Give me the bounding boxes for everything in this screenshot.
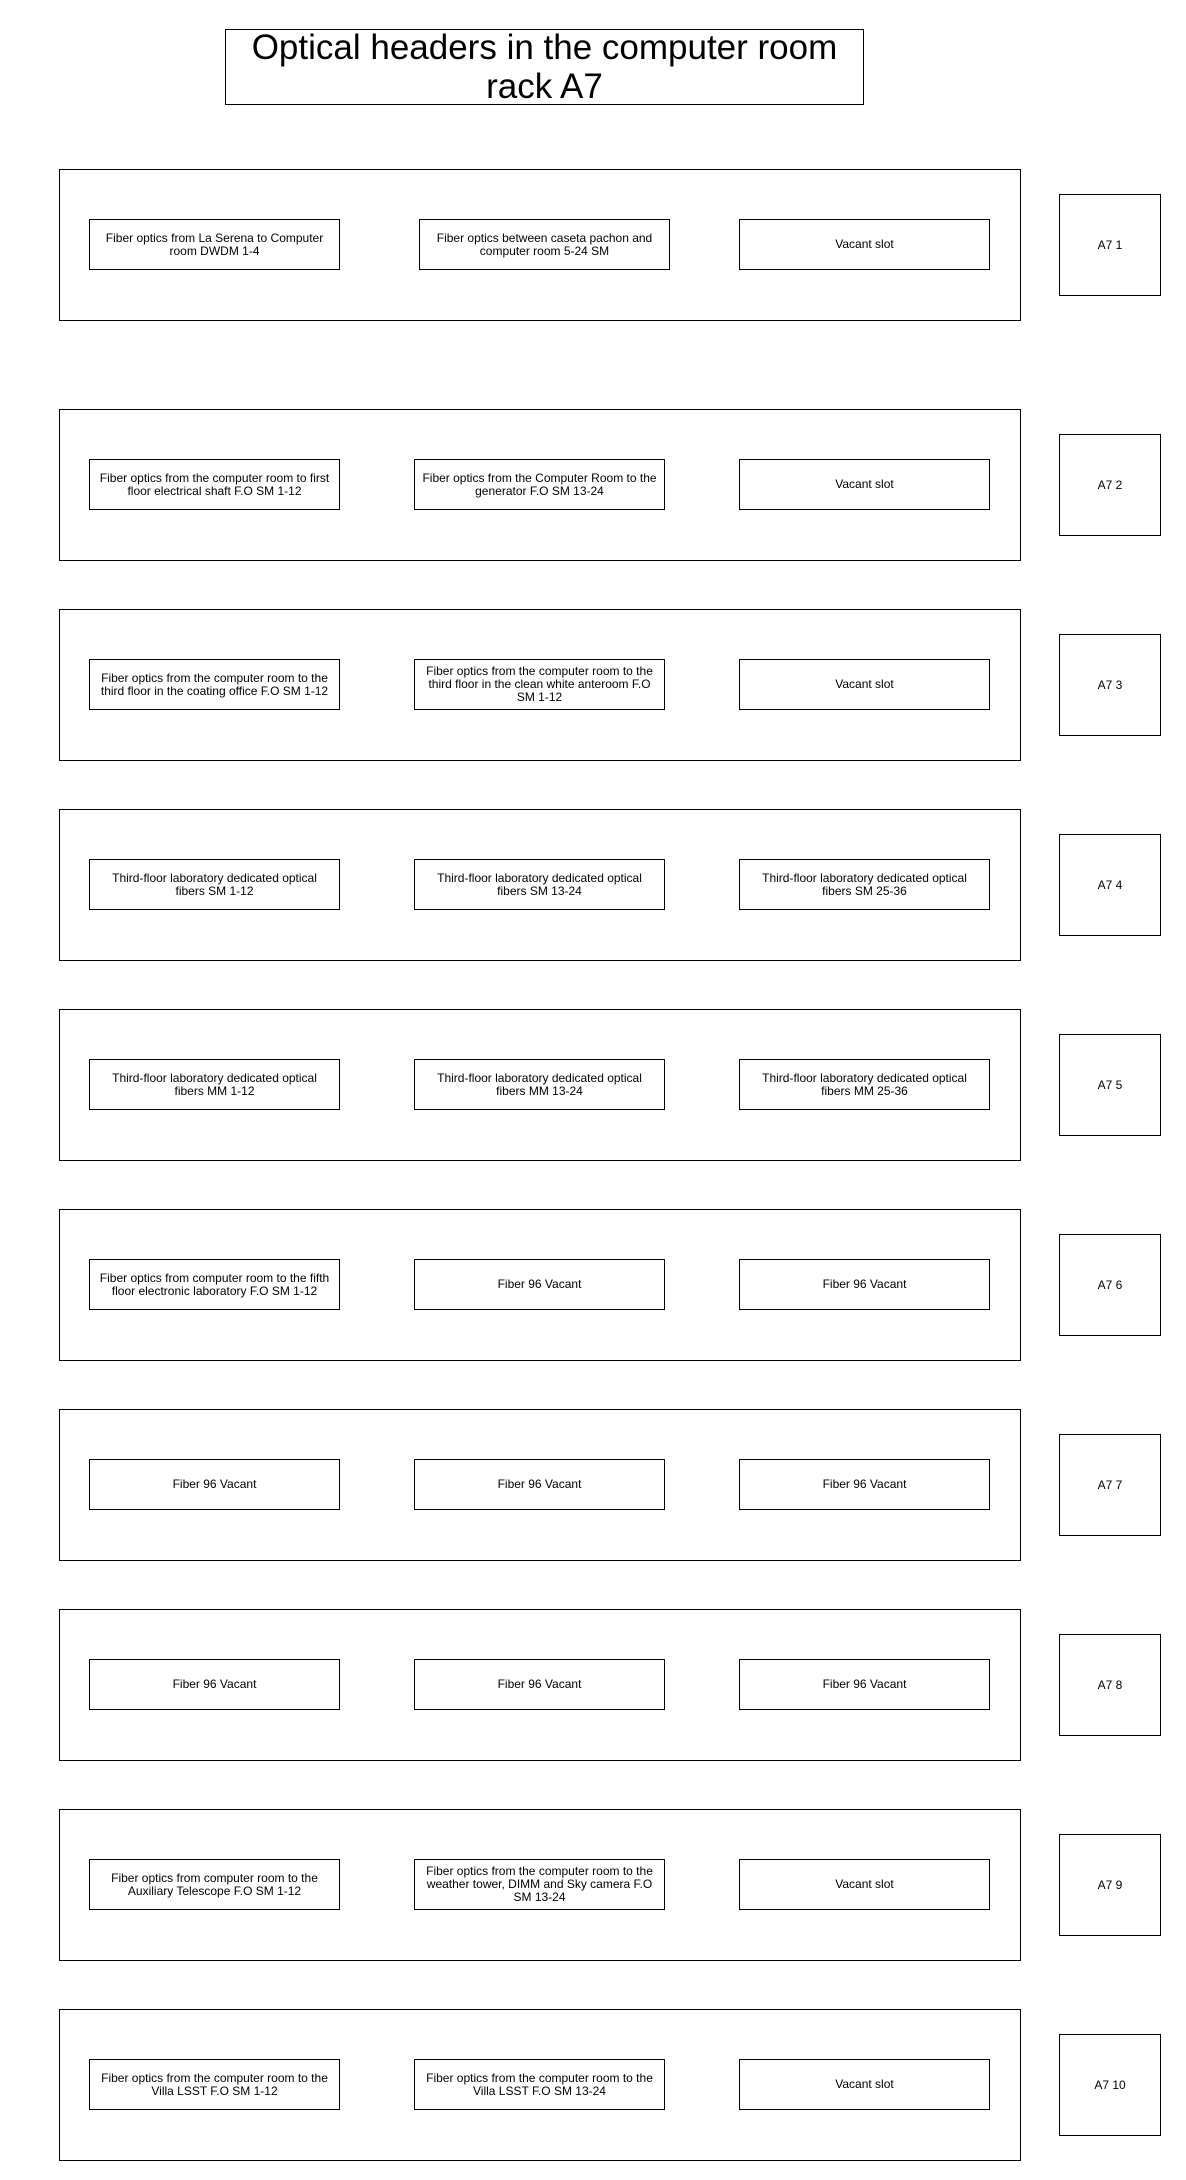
- panel-slot: Vacant slot: [739, 659, 990, 710]
- panel-slot: Fiber optics between caseta pachon and computer room 5-24 SM: [419, 219, 670, 270]
- rack-row: [0, 1209, 1186, 1361]
- panel-slot: Fiber 96 Vacant: [739, 1259, 990, 1310]
- panel-slot: Fiber 96 Vacant: [89, 1459, 340, 1510]
- panel-slot: Third-floor laboratory dedicated optical fibers MM 13-24: [414, 1059, 665, 1110]
- panel-slot: Third-floor laboratory dedicated optical fibers MM 25-36: [739, 1059, 990, 1110]
- rack-row: [0, 1809, 1186, 1961]
- panel-slot: Fiber optics from computer room to the Auxiliary Telescope F.O SM 1-12: [89, 1859, 340, 1910]
- panel-slot: Vacant slot: [739, 459, 990, 510]
- panel-slot: Fiber 96 Vacant: [414, 1459, 665, 1510]
- rack-unit-label: A7 2: [1059, 434, 1161, 536]
- panel-slot: Vacant slot: [739, 1859, 990, 1910]
- rack-row: [0, 409, 1186, 561]
- panel-slot: Third-floor laboratory dedicated optical fibers SM 13-24: [414, 859, 665, 910]
- rack-unit-label: A7 10: [1059, 2034, 1161, 2136]
- panel-slot: Fiber 96 Vacant: [414, 1659, 665, 1710]
- rack-unit-label: A7 9: [1059, 1834, 1161, 1936]
- rack-unit-label: A7 6: [1059, 1234, 1161, 1336]
- rack-row: [0, 1009, 1186, 1161]
- panel-slot: Third-floor laboratory dedicated optical fibers SM 1-12: [89, 859, 340, 910]
- panel-slot: Vacant slot: [739, 2059, 990, 2110]
- rack-unit-label: A7 1: [1059, 194, 1161, 296]
- panel-slot: Fiber optics from computer room to the fifth floor electronic laboratory F.O SM 1-12: [89, 1259, 340, 1310]
- rack-row: [0, 1409, 1186, 1561]
- diagram-title: Optical headers in the computer room rack A7: [225, 29, 864, 105]
- panel-slot: Fiber optics from the computer room to the Villa LSST F.O SM 1-12: [89, 2059, 340, 2110]
- panel-slot: Vacant slot: [739, 219, 990, 270]
- panel-slot: Third-floor laboratory dedicated optical fibers SM 25-36: [739, 859, 990, 910]
- panel-slot: Fiber optics from the computer room to the third floor in the clean white anteroom F.O SM 1-12: [414, 659, 665, 710]
- rack-unit-label: A7 3: [1059, 634, 1161, 736]
- panel-slot: Fiber 96 Vacant: [89, 1659, 340, 1710]
- panel-slot: Fiber optics from the computer room to the third floor in the coating office F.O SM 1-12: [89, 659, 340, 710]
- panel-slot: Fiber optics from the computer room to first floor electrical shaft F.O SM 1-12: [89, 459, 340, 510]
- rack-unit-label: A7 5: [1059, 1034, 1161, 1136]
- rack-unit-label: A7 4: [1059, 834, 1161, 936]
- rack-row: [0, 609, 1186, 761]
- panel-slot: Fiber 96 Vacant: [739, 1459, 990, 1510]
- panel-slot: Fiber optics from the computer room to the Villa LSST F.O SM 13-24: [414, 2059, 665, 2110]
- rack-unit-label: A7 7: [1059, 1434, 1161, 1536]
- rack-unit-label: A7 8: [1059, 1634, 1161, 1736]
- panel-slot: Fiber optics from the Computer Room to the generator F.O SM 13-24: [414, 459, 665, 510]
- rack-row: [0, 2009, 1186, 2161]
- panel-slot: Third-floor laboratory dedicated optical fibers MM 1-12: [89, 1059, 340, 1110]
- rack-row: [0, 169, 1186, 321]
- panel-slot: Fiber 96 Vacant: [414, 1259, 665, 1310]
- panel-slot: Fiber optics from La Serena to Computer room DWDM 1-4: [89, 219, 340, 270]
- panel-slot: Fiber 96 Vacant: [739, 1659, 990, 1710]
- rack-row: [0, 1609, 1186, 1761]
- panel-slot: Fiber optics from the computer room to the weather tower, DIMM and Sky camera F.O SM 13-24: [414, 1859, 665, 1910]
- rack-row: [0, 809, 1186, 961]
